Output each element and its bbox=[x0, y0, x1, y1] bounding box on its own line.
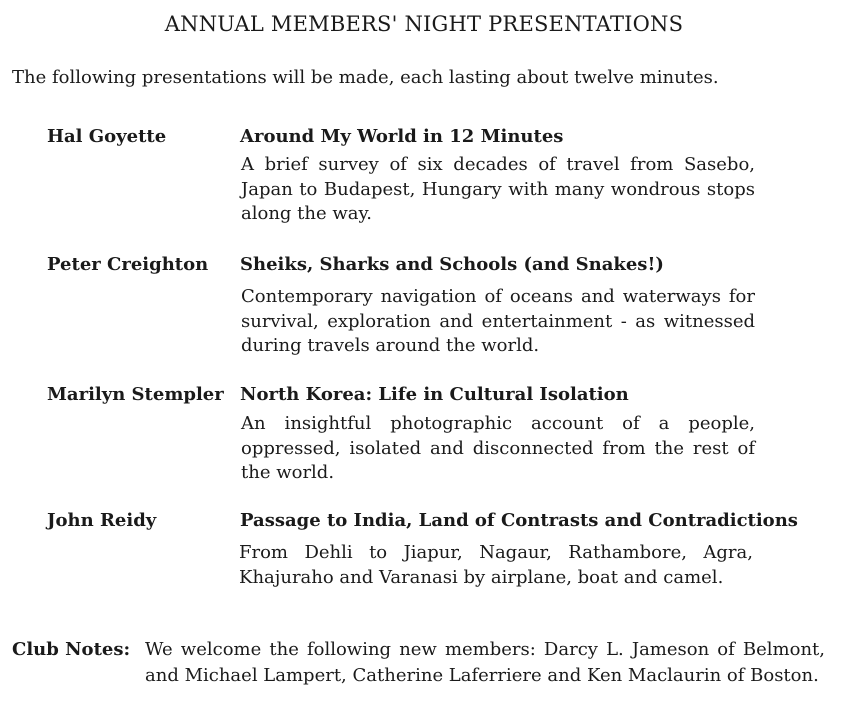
presentation-description: Contemporary navigation of oceans and waterways for survival, exploration and entertainment - as witnessed during travels around the world. bbox=[241, 286, 755, 356]
presentation-title: Around My World in 12 Minutes bbox=[240, 126, 564, 147]
presenter-name: Hal Goyette bbox=[47, 126, 167, 147]
club-notes-text: We welcome the following new members: Darcy L. Jameson of Belmont, and Michael Lampert, Catherine Laferriere and Ken Maclaurin of Boston. bbox=[145, 639, 825, 686]
presentation-title: Passage to India, Land of Contrasts and Contradictions bbox=[240, 510, 798, 531]
presentation-title: Sheiks, Sharks and Schools (and Snakes!) bbox=[240, 254, 664, 275]
presenter-name: Peter Creighton bbox=[47, 254, 209, 275]
presentation-description: An insightful photographic account of a people, oppressed, isolated and disconnected from the rest of the world. bbox=[241, 413, 755, 483]
presentation-description: A brief survey of six decades of travel from Sasebo, Japan to Budapest, Hungary with many wondrous stops along the way. bbox=[241, 154, 755, 224]
presenter-name: John Reidy bbox=[47, 510, 157, 531]
intro-text: The following presentations will be made, each lasting about twelve minutes. bbox=[12, 67, 719, 88]
presentation-title: North Korea: Life in Cultural Isolation bbox=[240, 384, 629, 405]
club-notes-label: Club Notes: bbox=[12, 639, 131, 660]
presentation-description: From Dehli to Jiapur, Nagaur, Rathambore, Agra, Khajuraho and Varanasi by airplane, boat and camel. bbox=[239, 542, 753, 588]
presenter-name: Marilyn Stempler bbox=[47, 384, 224, 405]
page-title: ANNUAL MEMBERS' NIGHT PRESENTATIONS bbox=[164, 12, 684, 36]
